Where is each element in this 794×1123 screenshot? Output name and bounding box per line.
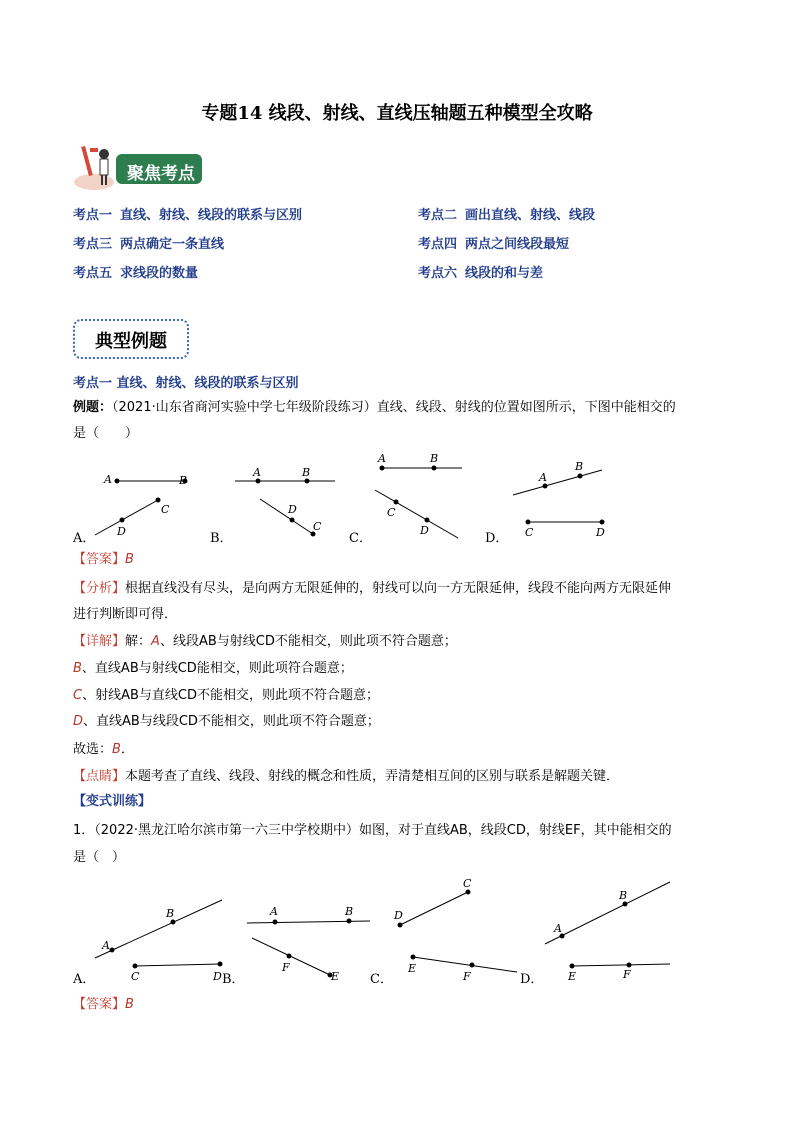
example-point: 【点睛】本题考查了直线、线段、射线的概念和性质，弄清楚相互间的区别与联系是解题关键． [73,769,620,784]
example-analysis: 【分析】根据直线没有尽头，是向两方无限延伸的，射线可以向一方无限延伸，线段不能向两方无限延伸 [73,581,672,596]
variant-question-line2: 是（ ） [73,850,126,865]
svg-text:E: E [331,970,340,983]
svg-text:B: B [575,460,584,473]
variant-option-c[interactable]: C． [370,972,393,987]
svg-text:D: D [394,909,403,922]
example-figures [60,450,700,550]
variant-option-a[interactable]: A． [73,972,96,987]
svg-text:D: D [213,970,222,983]
svg-text:C: C [525,526,534,539]
typical-examples-badge [73,319,189,359]
focus-banner-label: 聚焦考点 [127,164,195,184]
svg-text:F: F [463,970,471,983]
svg-text:B: B [619,889,628,902]
svg-text:C: C [387,506,396,519]
svg-text:B: B [179,474,188,487]
svg-text:B: B [345,905,354,918]
kaodian-4[interactable]: 考点四 两点之间线段最短 [418,237,570,252]
kaodian-2[interactable]: 考点二 画出直线、射线、线段 [418,208,596,223]
svg-text:F: F [282,961,290,974]
svg-text:A: A [539,471,547,484]
example-option-d[interactable]: D． [485,531,509,546]
svg-text:D: D [596,526,605,539]
svg-text:F: F [623,968,631,981]
example-detail-4: D、直线AB与线段CD不能相交，则此项不符合题意； [73,714,380,729]
typical-examples-label: 典型例题 [95,331,167,352]
example-option-b[interactable]: B． [210,531,233,546]
example-option-c[interactable]: C． [349,531,372,546]
example-question-line2: 是（ ） [73,426,139,441]
focus-banner [72,142,202,192]
variant-option-b[interactable]: B． [222,972,245,987]
example-question: 例题：（2021·山东省商河实验中学七年级阶段练习）直线、线段、射线的位置如图所示，下图中能相交的 [73,400,676,415]
kaodian-3[interactable]: 考点三 两点确定一条直线 [73,237,225,252]
page-title: 专题14 线段、射线、直线压轴题五种模型全攻略 [201,103,593,124]
example-conclusion: 故选：B． [73,742,134,757]
variant-answer: 【答案】B [73,997,134,1012]
svg-text:A: A [102,939,110,952]
variant-option-d[interactable]: D． [520,972,544,987]
svg-text:C: C [463,877,472,890]
section-heading: 考点一 直线、射线、线段的联系与区别 [73,376,299,391]
example-detail-1: 【详解】解：A、线段AB与射线CD不能相交，则此项不符合题意； [73,634,457,649]
svg-text:E: E [568,970,577,983]
svg-text:E: E [408,962,417,975]
svg-text:A: A [554,922,562,935]
svg-text:A: A [253,466,261,479]
svg-text:C: C [131,970,140,983]
variant-question: 1．（2022·黑龙江哈尔滨市第一六三中学校期中）如图，对于直线AB，线段CD，射线EF，其中能相交的 [73,823,672,838]
svg-text:D: D [117,525,126,538]
svg-text:C: C [313,520,322,533]
kaodian-6[interactable]: 考点六 线段的和与差 [418,266,544,281]
example-analysis-line2: 进行判断即可得． [73,607,178,622]
svg-text:B: B [430,452,439,465]
svg-text:D: D [420,524,429,537]
svg-text:B: B [302,466,311,479]
kaodian-1[interactable]: 考点一 直线、射线、线段的联系与区别 [73,208,303,223]
example-detail-2: B、直线AB与射线CD能相交，则此项符合题意； [73,661,353,676]
svg-text:A: A [104,473,112,486]
svg-text:D: D [288,503,297,516]
svg-text:A: A [378,452,386,465]
svg-text:B: B [166,907,175,920]
kaodian-5[interactable]: 考点五 求线段的数量 [73,266,199,281]
example-detail-3: C、射线AB与直线CD不能相交，则此项不符合题意； [73,688,379,703]
svg-text:A: A [270,905,278,918]
svg-text:C: C [161,503,170,516]
example-answer: 【答案】B [73,552,134,567]
variant-heading: 【变式训练】 [73,794,152,809]
example-option-a[interactable]: A． [73,531,96,546]
